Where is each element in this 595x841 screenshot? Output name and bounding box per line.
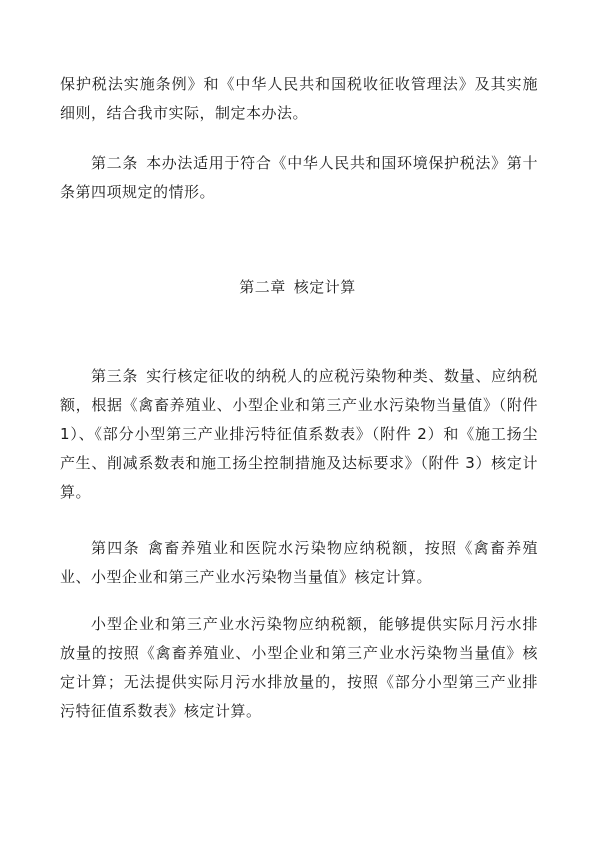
chapter-title: 核定计算 [293,278,356,296]
article-4-paragraph [60,534,538,592]
intro-paragraph [60,70,538,128]
article-4-number: 第四条 [91,539,140,557]
article-2-text: 本办法适用于符合《中华人民共和国环境保护税法》第十条第四项规定的情形。 [60,154,538,201]
closing-text: 小型企业和第三产业水污染物应纳税额，能够提供实际月污水排放量的按照《禽畜养殖业、小型企业和第三产业水污染物当量值》核定计算；无法提供实际月污水排放量的，按照《部分小型第三产业排污特征值系数表》核定计算。 [60,615,538,720]
article-3-number: 第三条 [91,367,139,385]
article-3-paragraph [60,362,538,507]
article-3-text: 实行核定征收的纳税人的应税污染物种类、数量、应纳税额，根据《禽畜养殖业、小型企业和第三产业水污染物当量值》（附件 1）、《部分小型第三产业排污特征值系数表》（附件 2）和《施工扬尘产生、削减系数表和施工扬尘控制措施及达标要求》（附件 3）核定计算。 [60,367,538,501]
article-2-number: 第二条 [91,154,139,172]
article-4-text: 禽畜养殖业和医院水污染物应纳税额，按照《禽畜养殖业、小型企业和第三产业水污染物当量值》核定计算。 [60,539,538,586]
chapter-number: 第二章 [239,278,286,296]
closing-paragraph [60,610,538,726]
article-2-paragraph [60,149,538,207]
chapter-heading [0,276,595,297]
intro-text: 保护税法实施条例》和《中华人民共和国税收征收管理法》及其实施细则，结合我市实际，制定本办法。 [60,75,538,122]
